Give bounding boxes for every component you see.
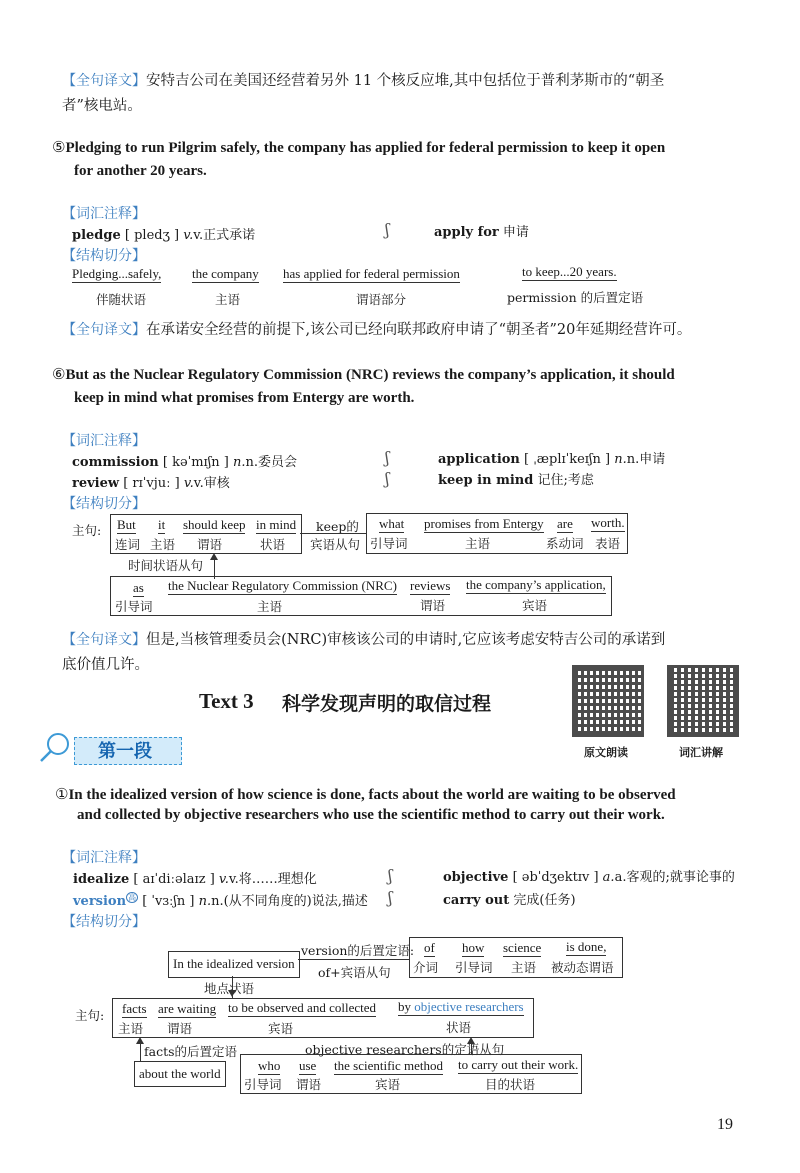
- t3s1-main-seg-2: to be observed and collected: [228, 1000, 376, 1015]
- s5-label-1: 主语: [215, 292, 241, 307]
- t3s1-ver-seg-3: is done,: [566, 939, 607, 954]
- qr-label-vocab: 词汇讲解: [679, 746, 723, 759]
- t3s1-box2-text: about the world: [139, 1066, 221, 1081]
- t3s1-vocab-tag: 【词汇注释】: [62, 850, 146, 866]
- s6-main-seg-0: But: [117, 517, 136, 532]
- s6-obj-seg-1: promises from Entergy: [424, 516, 544, 531]
- t3s1-place-label: 地点状语: [204, 981, 255, 996]
- s4-translation-line1: 【全句译文】安特吉公司在美国还经营着另外 11 个核反应堆,其中包括位于普利茅斯市的“朝圣: [62, 73, 665, 89]
- s6-sub-label-0: 引导词: [115, 599, 153, 614]
- t3s1-ver-label: version的后置定语:: [301, 943, 415, 958]
- page-number: 19: [717, 1116, 733, 1133]
- t3s1-ver-label-1: 引导词: [455, 960, 493, 975]
- s6-translation-line1: 【全句译文】但是,当核管理委员会(NRC)审核该公司的申请时,它应该考虑安特吉公司的承诺到: [62, 632, 666, 648]
- s6-sentence-line1: ⑥But as the Nuclear Regulatory Commission (NRC) reviews the company’s application, it should: [52, 365, 675, 383]
- s6-sub-label-2: 谓语: [420, 598, 446, 613]
- t3s1-rel-label: objective researchers的定语从句: [305, 1042, 505, 1057]
- t3s1-main-label-2: 宾语: [268, 1021, 294, 1036]
- t3s1-sentence-line2: and collected by objective researchers who use the scientific method to carry out their work.: [77, 807, 665, 823]
- t3s1-ver-label-2: 主语: [511, 960, 537, 975]
- s6-vocab-commission: commission [ kəˈmɪʃn ] n.n.委员会: [72, 455, 297, 470]
- t3s1-rel-seg-2: the scientific method: [334, 1058, 444, 1073]
- t3s1-main-seg-1: are waiting: [158, 1001, 217, 1016]
- t3s1-arrow-line2: [140, 1043, 141, 1061]
- divider-icon: ʃ: [385, 448, 390, 467]
- t3s1-main-label-3: 状语: [446, 1020, 472, 1035]
- s5-vocab-pledge: pledge [ pledʒ ] v.v.正式承诺: [72, 228, 256, 243]
- s6-time-label: 时间状语从句: [128, 558, 204, 573]
- divider-icon: ʃ: [388, 888, 393, 907]
- s5-seg-2: has applied for federal permission: [283, 266, 460, 281]
- t3s1-rel-label-0: 引导词: [244, 1077, 282, 1092]
- t3s1-ver-label2: of+宾语从句: [318, 965, 391, 980]
- t3s1-rel-seg-0: who: [258, 1058, 281, 1073]
- s6-main-label-2: 谓语: [197, 537, 223, 552]
- t3s1-ver-label-3: 被动态谓语: [551, 960, 614, 975]
- s5-structure-tag: 【结构切分】: [62, 248, 146, 264]
- t3s1-main-seg-0: facts: [122, 1001, 147, 1016]
- s6-vocab-application: application [ ˌæplɪˈkeɪʃn ] n.n.申请: [438, 452, 666, 467]
- s6-main-seg-1: it: [158, 517, 166, 532]
- s6-obj-label-0: 引导词: [370, 536, 408, 551]
- qr-code-vocab[interactable]: [667, 665, 739, 737]
- s5-translation: 【全句译文】在承诺安全经营的前提下,该公司已经向联邦政府申请了“朝圣者”20年延期经营许可。: [62, 322, 692, 338]
- s6-connector: [300, 533, 366, 534]
- high-frequency-icon: 高: [128, 892, 137, 902]
- s6-obj-seg-3: worth.: [591, 515, 625, 530]
- text3-title: Text 3: [199, 689, 254, 713]
- s5-label-3: permission 的后置定语: [507, 290, 644, 305]
- s6-obj-label-3: 表语: [595, 536, 621, 551]
- s6-translation-line2: 底价值几许。: [62, 657, 149, 673]
- t3s1-ver-seg-1: how: [462, 940, 485, 955]
- s5-label-2: 谓语部分: [356, 292, 407, 307]
- s4-translation-line2: 者”核电站。: [62, 98, 142, 114]
- s6-main-label-1: 主语: [150, 537, 176, 552]
- s6-sub-label-3: 宾语: [522, 598, 548, 613]
- s6-vocab-keep-in-mind: keep in mind 记住;考虑: [438, 473, 594, 488]
- s6-obj-seg-0: what: [379, 516, 405, 531]
- t3s1-ver-seg-0: of: [424, 940, 435, 955]
- s6-sentence-line2: keep in mind what promises from Entergy are worth.: [74, 390, 415, 406]
- t3s1-vocab-version: version $^高$ [ ˈvɜːʃn ] n.n.(从不同角度的)说法,描述: [73, 892, 368, 909]
- s6-main-label-0: 连词: [115, 537, 141, 552]
- t3s1-main-seg-3: by objective researchers: [398, 999, 524, 1014]
- t3s1-rel-label-2: 宾语: [375, 1077, 401, 1092]
- t3s1-ver-label-0: 介词: [413, 960, 439, 975]
- s5-sentence-line1: ⑤Pledging to run Pilgrim safely, the company has applied for federal permission to keep it open: [52, 138, 666, 156]
- t3s1-rel-seg-3: to carry out their work.: [458, 1057, 579, 1072]
- t3s1-structure-tag: 【结构切分】: [62, 914, 146, 930]
- s6-sub-seg-3: the company’s application,: [466, 577, 606, 592]
- t3s1-facts-attr: facts的后置定语: [144, 1044, 238, 1059]
- s6-sub-seg-1: the Nuclear Regulatory Commission (NRC): [168, 578, 397, 593]
- s6-obj-seg-2: are: [557, 516, 573, 531]
- t3s1-box1-text: In the idealized version: [173, 956, 295, 971]
- t3s1-rel-seg-1: use: [299, 1058, 317, 1073]
- s6-main-seg-2: should keep: [183, 517, 246, 532]
- s5-sentence-line2: for another 20 years.: [74, 163, 207, 179]
- s5-seg-3: to keep...20 years.: [522, 264, 617, 279]
- arrow-down-icon: [228, 990, 236, 997]
- s6-main-label-3: 状语: [260, 537, 286, 552]
- paragraph-title: 第一段: [98, 741, 152, 762]
- t3s1-main-label: 主句:: [75, 1008, 105, 1023]
- s6-vocab-review: review [ rɪˈvjuː ] v.v.审核: [72, 476, 230, 491]
- t3s1-main-label-0: 主语: [118, 1021, 144, 1036]
- t3s1-ver-seg-2: science: [503, 940, 542, 955]
- qr-label-reading: 原文朗读: [584, 746, 628, 759]
- s6-main-label: 主句:: [72, 523, 102, 538]
- t3s1-vocab-carry-out: carry out 完成(任务): [443, 893, 576, 908]
- s6-sub-label-1: 主语: [257, 599, 283, 614]
- t3s1-main-label-1: 谓语: [167, 1021, 193, 1036]
- magnifier-icon: [36, 730, 72, 766]
- t3s1-vocab-idealize: idealize [ aɪˈdiːəlaɪz ] v.v.将……理想化: [73, 872, 317, 887]
- text3-subtitle: 科学发现声明的取信过程: [282, 693, 492, 715]
- divider-icon: ʃ: [388, 866, 393, 885]
- s6-keep-of2: 宾语从句: [310, 537, 361, 552]
- s5-seg-0: Pledging...safely,: [72, 266, 162, 281]
- s6-main-seg-3: in mind: [256, 517, 297, 532]
- s6-obj-label-1: 主语: [465, 536, 491, 551]
- s5-vocab-tag: 【词汇注释】: [62, 206, 146, 222]
- s5-vocab-apply: apply for 申请: [434, 225, 529, 240]
- s6-structure-tag: 【结构切分】: [62, 496, 146, 512]
- divider-icon: ʃ: [385, 220, 390, 239]
- s6-vocab-tag: 【词汇注释】: [62, 433, 146, 449]
- s6-obj-label-2: 系动词: [546, 536, 584, 551]
- s6-sub-seg-2: reviews: [410, 578, 451, 593]
- t3s1-sentence-line1: ①In the idealized version of how science is done, facts about the world are waiting to be observed: [55, 785, 676, 803]
- t3s1-vocab-objective: objective [ əbˈdʒektɪv ] a.a.客观的;就事论事的: [443, 870, 735, 885]
- t3s1-arrow-line3: [471, 1043, 472, 1054]
- tag-full-translation: 【全句译文】: [62, 73, 146, 89]
- qr-code-reading[interactable]: [572, 665, 644, 737]
- t3s1-rel-label-3: 目的状语: [485, 1077, 536, 1092]
- s6-sub-seg-0: as: [133, 580, 144, 595]
- t3s1-connector: [298, 959, 409, 960]
- divider-icon: ʃ: [385, 469, 390, 488]
- s5-seg-1: the company: [192, 266, 259, 281]
- s6-keep-of: keep的: [316, 519, 359, 534]
- t3s1-rel-label-1: 谓语: [296, 1077, 322, 1092]
- s5-label-0: 伴随状语: [96, 292, 147, 307]
